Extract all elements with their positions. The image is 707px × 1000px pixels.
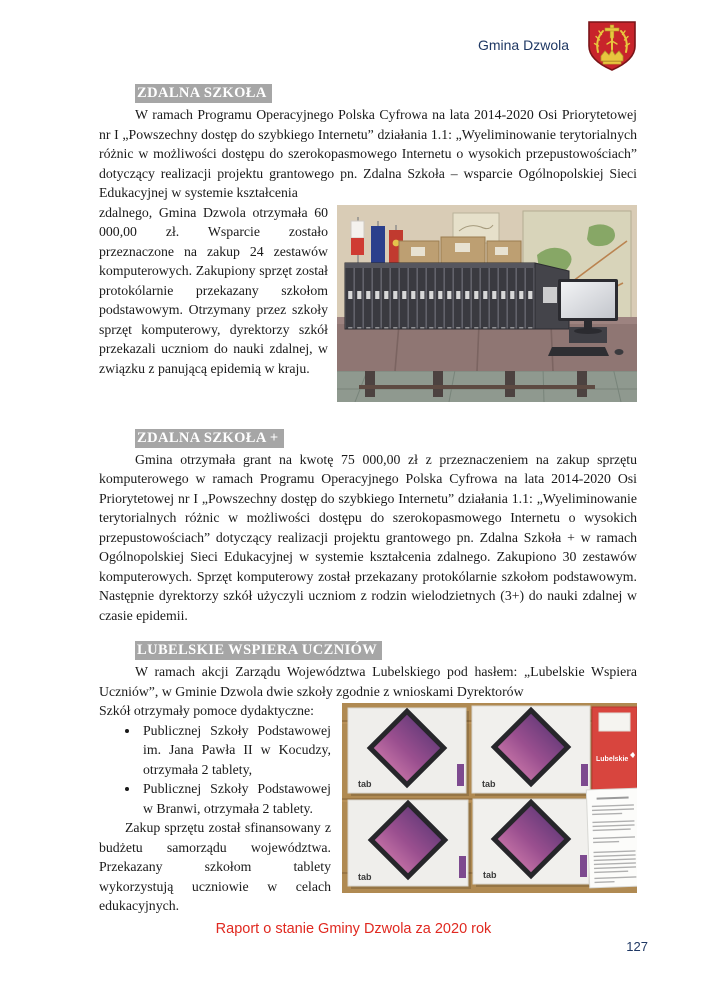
- section-heading-zdalna-szkola: ZDALNA SZKOŁA: [135, 84, 272, 103]
- paragraph-lubelskie-intro: W ramach akcji Zarządu Województwa Lubelskiego pod hasłem: „Lubelskie Wspiera Uczniów”, w Gminie Dzwola dwie szkoły zgodnie z wnioskami Dyrektorów: [99, 664, 637, 699]
- section-heading-zdalna-szkola-plus: ZDALNA SZKOŁA +: [135, 429, 284, 448]
- municipality-name: Gmina Dzwola: [477, 37, 569, 53]
- paragraph-lubelskie-lead: Szkół otrzymały pomoce dydaktyczne:: [99, 703, 314, 718]
- list-item-school-branew: • Publicznej Szkoły Podstawowej w Branwi, otrzymała 2 tablety.: [140, 779, 331, 818]
- paragraph-zdalna-szkola-continuation: zdalnego, Gmina Dzwola otrzymała 60 000,00 zł. Wsparcie zostało przeznaczone na zakup 24 zestawów komputerowych. Zakupiony sprzęt został protokólarnie przekazany szkołom podstawowym. Otrzymany przez szkoły sprzęt komputerowy, dyrektorzy szkół przekazali uczniom do nauki zdalnej, w związku z panującą epidemią w kraju.: [99, 204, 328, 376]
- list-item-school-kocudza: • Publicznej Szkoły Podstawowej im. Jana Pawła II w Kocudzy, otrzymała 2 tablety,: [140, 721, 331, 780]
- paragraph-zdalna-szkola-intro: W ramach Programu Operacyjnego Polska Cyfrowa na lata 2014-2020 Osi Priorytetowej nr I „Powszechny dostęp do szybkiego Internetu” działania 1.1: „Wyeliminowanie terytorialnych różnic w możliwości dostępu do szerokopasmowego Internetu o wysokich przepustowościach” dotyczący realizacji projektu grantowego pn. Zdalna Szkoła – wsparcie Ogólnopolskiej Sieci Edukacyjnej w systemie kształcenia: [99, 107, 637, 200]
- paragraph-lubelskie-close: Zakup sprzętu został sfinansowany z budżetu samorządu województwa. Przekazany szkołom tablety wykorzystują uczniowie w celach edukacyjnych.: [99, 820, 331, 913]
- coat-of-arms-icon: [587, 20, 637, 77]
- folder-brand-text: Lubelskie: [596, 756, 629, 763]
- document-sheet: [586, 788, 637, 888]
- section-zdalna-szkola: [99, 74, 637, 402]
- page-header: [99, 22, 637, 74]
- computer-sets-delivery-photo: [337, 205, 637, 402]
- schools-bullet-list: [99, 721, 331, 819]
- section-zdalna-szkola-plus: [99, 402, 637, 626]
- section-lubelskie-wspiera-uczniow: [99, 625, 637, 916]
- tablet-box-brand-text: tab: [358, 872, 372, 882]
- tablet-box-brand-text: tab: [483, 870, 497, 880]
- tablet-box-brand-text: tab: [482, 779, 496, 789]
- page-number: 127: [626, 939, 648, 954]
- section-heading-lubelskie: LUBELSKIE WSPIERA UCZNIÓW: [135, 641, 382, 660]
- tablets-and-lubelskie-folder-photo: [342, 703, 637, 893]
- footer-report-title: Raport o stanie Gminy Dzwola za 2020 rok: [215, 921, 492, 937]
- paragraph-zdalna-szkola-plus: Gmina otrzymała grant na kwotę 75 000,00 zł z przeznaczeniem na zakup sprzętu komputerowego w ramach Programu Operacyjnego Polska Cyfrowa na lata 2014-2020 Osi Priorytetowej nr I „Powszechny dostęp do szybkiego Internetu” działania 1.1: „Wyeliminowanie terytorialnych różnic w możliwości dostępu do szerokopasmowego Internetu o wysokich przepustowościach” dotyczący realizacji projektu grantowego pn. Zdalna Szkoła + w ramach Ogólnopolskiej Sieci Edukacyjnej w systemie kształcenia zdalnego. Zakupiono 30 zestawów komputerowych. Sprzęt komputerowy został przekazany protokólarnie szkołom podstawowym. Następnie dyrektorzy szkół użyczyli uczniom z rodzin wielodzietnych (3+) do nauki zdalnej w czasie epidemii.: [99, 451, 637, 623]
- tablet-box-brand-text: tab: [358, 779, 372, 789]
